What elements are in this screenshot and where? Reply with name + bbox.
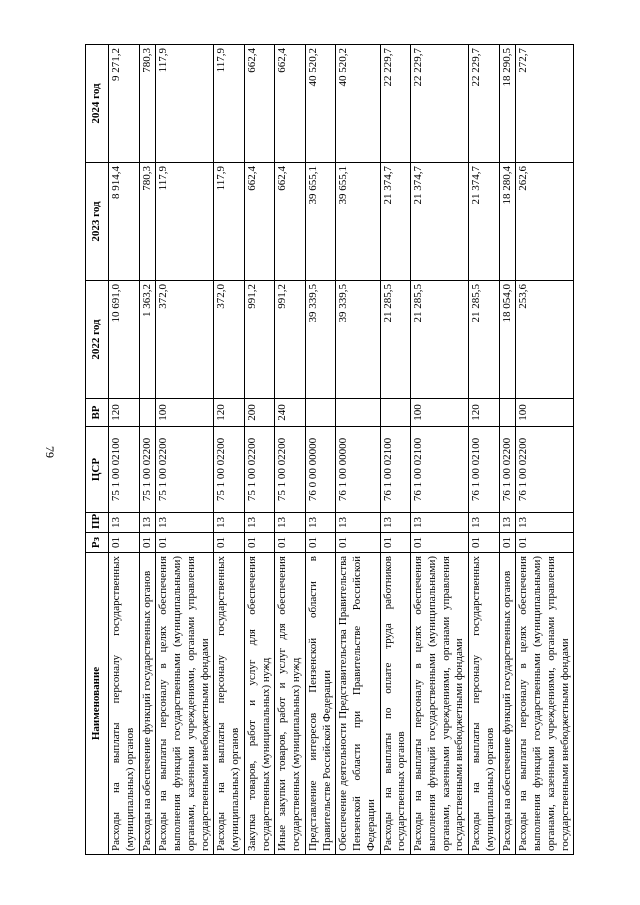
cell-vr [499, 399, 516, 427]
cell-csr: 75 1 00 02100 [109, 427, 140, 513]
cell-rz: 01 [244, 533, 275, 553]
cell-rz: 01 [336, 533, 380, 553]
cell-2022: 18 054,0 [499, 281, 516, 399]
cell-2024: 22 229,7 [411, 45, 469, 163]
cell-2024: 662,4 [244, 45, 275, 163]
cell-vr: 100 [516, 399, 574, 427]
cell-2024: 40 520,2 [305, 45, 336, 163]
cell-csr: 76 1 00 02100 [469, 427, 500, 513]
table-row [139, 45, 156, 855]
cell-csr: 75 1 00 02200 [275, 427, 306, 513]
cell-name: Расходы на выплаты персоналу в целях обеспечения выполнения функций государственными (муниципальными) органами, казенными учреждениями, органами управления государственными внебюджетными фондами [156, 553, 214, 855]
cell-rz: 01 [214, 533, 245, 553]
table-row [109, 45, 140, 855]
cell-2024: 662,4 [275, 45, 306, 163]
cell-name: Расходы на выплаты персоналу государственных (муниципальных) органов [469, 553, 500, 855]
cell-2022: 991,2 [275, 281, 306, 399]
cell-2023: 117,9 [156, 163, 214, 281]
cell-2022: 372,0 [214, 281, 245, 399]
cell-2024: 22 229,7 [380, 45, 411, 163]
cell-name: Представление интересов Пензенской области в Правительстве Российской Федерации [305, 553, 336, 855]
cell-2023: 8 914,4 [109, 163, 140, 281]
cell-rz: 01 [469, 533, 500, 553]
cell-pr: 13 [139, 513, 156, 533]
table-row [275, 45, 306, 855]
cell-pr: 13 [156, 513, 214, 533]
table-row [411, 45, 469, 855]
cell-rz: 01 [275, 533, 306, 553]
cell-csr: 76 0 00 00000 [305, 427, 336, 513]
cell-vr: 100 [411, 399, 469, 427]
cell-name: Расходы на выплаты персоналу государственных (муниципальных) органов [109, 553, 140, 855]
cell-2024: 9 271,2 [109, 45, 140, 163]
cell-vr: 120 [469, 399, 500, 427]
cell-rz: 01 [380, 533, 411, 553]
cell-pr: 13 [336, 513, 380, 533]
cell-pr: 13 [411, 513, 469, 533]
cell-vr: 200 [244, 399, 275, 427]
header-vr: ВР [86, 399, 109, 427]
cell-2022: 39 339,5 [305, 281, 336, 399]
cell-rz: 01 [139, 533, 156, 553]
cell-name: Расходы на обеспечение функций государственных органов [499, 553, 516, 855]
cell-2023: 117,9 [214, 163, 245, 281]
cell-2023: 662,4 [275, 163, 306, 281]
cell-2024: 22 229,7 [469, 45, 500, 163]
cell-name: Закупка товаров, работ и услуг для обеспечения государственных (муниципальных) нужд [244, 553, 275, 855]
table-row [244, 45, 275, 855]
cell-pr: 13 [469, 513, 500, 533]
cell-2024: 272,7 [516, 45, 574, 163]
cell-name: Обеспечение деятельности Представительства Правительства Пензенской области при Правительстве Российской Федерации [336, 553, 380, 855]
cell-name: Расходы на обеспечение функций государственных органов [139, 553, 156, 855]
cell-pr: 13 [214, 513, 245, 533]
header-pr: ПР [86, 513, 109, 533]
cell-csr: 75 1 00 02200 [139, 427, 156, 513]
cell-rz: 01 [305, 533, 336, 553]
cell-name: Расходы на выплаты персоналу в целях обеспечения выполнения функций государственными (муниципальными) органами, казенными учреждениями, органами управления государственными внебюджетными фондами [411, 553, 469, 855]
cell-csr: 76 1 00 00000 [336, 427, 380, 513]
cell-rz: 01 [156, 533, 214, 553]
cell-csr: 76 1 00 02100 [380, 427, 411, 513]
header-rz: Рз [86, 533, 109, 553]
cell-2024: 117,9 [156, 45, 214, 163]
cell-csr: 76 1 00 02200 [499, 427, 516, 513]
cell-2023: 21 374,7 [469, 163, 500, 281]
cell-2023: 780,3 [139, 163, 156, 281]
table-row [516, 45, 574, 855]
cell-csr: 75 1 00 02200 [214, 427, 245, 513]
header-csr: ЦСР [86, 427, 109, 513]
cell-2024: 780,3 [139, 45, 156, 163]
cell-csr: 75 1 00 02200 [156, 427, 214, 513]
cell-csr: 75 1 00 02200 [244, 427, 275, 513]
cell-2023: 662,4 [244, 163, 275, 281]
cell-2024: 40 520,2 [336, 45, 380, 163]
table-row [380, 45, 411, 855]
budget-table [85, 44, 574, 855]
cell-2023: 21 374,7 [411, 163, 469, 281]
table-row [156, 45, 214, 855]
cell-name: Расходы на выплаты персоналу в целях обеспечения выполнения функций государственными (муниципальными) органами, казенными учреждениями, органами управления государственными внебюджетными фондами [516, 553, 574, 855]
cell-vr: 100 [156, 399, 214, 427]
cell-2022: 39 339,5 [336, 281, 380, 399]
rotated-table-container [85, 45, 571, 855]
cell-vr: 240 [275, 399, 306, 427]
cell-pr: 13 [499, 513, 516, 533]
cell-2023: 18 280,4 [499, 163, 516, 281]
cell-name: Иные закупки товаров, работ и услуг для обеспечения государственных (муниципальных) нужд [275, 553, 306, 855]
cell-vr [139, 399, 156, 427]
cell-2022: 10 691,0 [109, 281, 140, 399]
cell-pr: 13 [516, 513, 574, 533]
cell-vr [336, 399, 380, 427]
cell-2023: 39 655,1 [305, 163, 336, 281]
cell-2022: 1 363,2 [139, 281, 156, 399]
cell-rz: 01 [109, 533, 140, 553]
cell-rz: 01 [499, 533, 516, 553]
header-2023: 2023 год [86, 163, 109, 281]
cell-2022: 372,0 [156, 281, 214, 399]
header-2022: 2022 год [86, 281, 109, 399]
cell-pr: 13 [275, 513, 306, 533]
cell-name: Расходы на выплаты персоналу государственных (муниципальных) органов [214, 553, 245, 855]
cell-2024: 117,9 [214, 45, 245, 163]
cell-pr: 13 [305, 513, 336, 533]
cell-2022: 21 285,5 [380, 281, 411, 399]
cell-2023: 21 374,7 [380, 163, 411, 281]
cell-csr: 76 1 00 02100 [411, 427, 469, 513]
table-header-row [86, 45, 109, 855]
table-row [469, 45, 500, 855]
header-name: Наименование [86, 553, 109, 855]
page-number: 79 [43, 446, 57, 458]
cell-2023: 39 655,1 [336, 163, 380, 281]
cell-2022: 21 285,5 [411, 281, 469, 399]
cell-vr [305, 399, 336, 427]
cell-2022: 253,6 [516, 281, 574, 399]
cell-2023: 262,6 [516, 163, 574, 281]
table-row [305, 45, 336, 855]
cell-rz: 01 [411, 533, 469, 553]
cell-2022: 991,2 [244, 281, 275, 399]
cell-vr: 120 [109, 399, 140, 427]
cell-pr: 13 [109, 513, 140, 533]
cell-name: Расходы на выплаты по оплате труда работников государственных органов [380, 553, 411, 855]
header-2024: 2024 год [86, 45, 109, 163]
cell-rz: 01 [516, 533, 574, 553]
cell-vr: 120 [214, 399, 245, 427]
cell-2022: 21 285,5 [469, 281, 500, 399]
cell-pr: 13 [380, 513, 411, 533]
cell-pr: 13 [244, 513, 275, 533]
cell-vr [380, 399, 411, 427]
cell-csr: 76 1 00 02200 [516, 427, 574, 513]
cell-2024: 18 290,5 [499, 45, 516, 163]
table-row [499, 45, 516, 855]
table-row [214, 45, 245, 855]
table-row [336, 45, 380, 855]
